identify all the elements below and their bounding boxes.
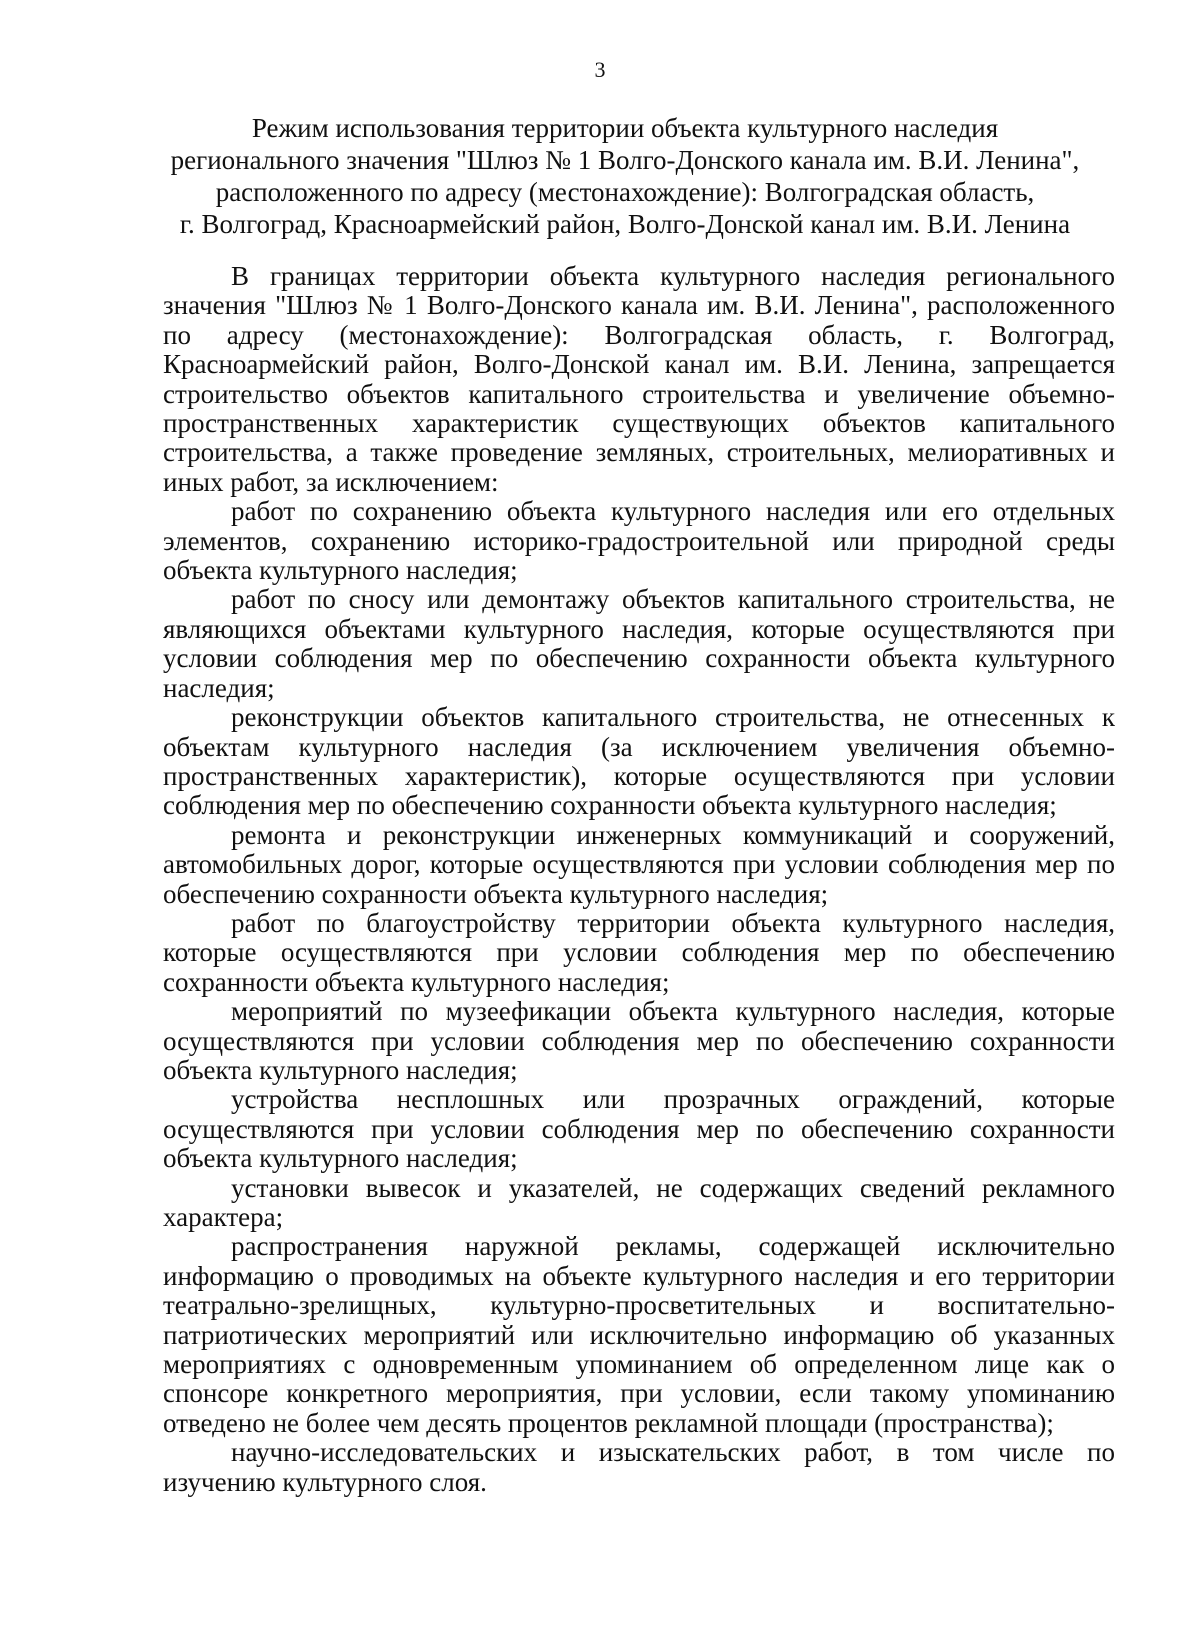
intro-paragraph: В границах территории объекта культурного наследия регионального значения "Шлюз № 1 Волго-Донского канала им. В.И. Ленина", расположенного по адресу (местонахождение): Волгоградская область, г. Волгоград, Красноармейский район, Волго-Донской канал им. В.И. Ленина, запрещается строительство объектов капитального строительства и увеличение объемно-пространственных характеристик существующих объектов капитального строительства, а также проведение земляных, строительных, мелиоративных и иных работ, за исключением: [163, 261, 1115, 497]
page-number: 3 [594, 57, 606, 82]
exception-item: распространения наружной рекламы, содержащей исключительно информацию о проводимых на объекте культурного наследия и его территории театрально-зрелищных, культурно-просветительных и воспитательно-патриотических мероприятий или исключительно информацию об указанных мероприятиях с одновременным упоминанием об определенном лице как о спонсоре конкретного мероприятия, при условии, если такому упоминанию отведено не более чем десять процентов рекламной площади (пространства); [163, 1231, 1115, 1438]
document-body [163, 262, 1115, 1497]
exception-item: научно-исследовательских и изыскательских работ, в том числе по изучению культурного слоя. [163, 1437, 1115, 1497]
title-line: г. Волгоград, Красноармейский район, Волго-Донской канал им. В.И. Ленина [179, 209, 1071, 239]
exception-item: реконструкции объектов капитального строительства, не отнесенных к объектам культурного наследия (за исключением увеличения объемно-пространственных характеристик), которые осуществляются при условии соблюдения мер по обеспечению сохранности объекта культурного наследия; [163, 702, 1115, 821]
exception-item: работ по сохранению объекта культурного наследия или его отдельных элементов, сохранению историко-градостроительной или природной среды объекта культурного наследия; [163, 496, 1115, 586]
title-line: регионального значения "Шлюз № 1 Волго-Донского канала им. В.И. Ленина", [170, 145, 1080, 175]
exception-item: работ по благоустройству территории объекта культурного наследия, которые осуществляются при условии соблюдения мер по обеспечению сохранности объекта культурного наследия; [163, 907, 1115, 997]
title-line: Режим использования территории объекта культурного наследия [251, 113, 999, 143]
exception-item: работ по сносу или демонтажу объектов капитального строительства, не являющихся объектами культурного наследия, которые осуществляются при условии соблюдения мер по обеспечению сохранности объекта культурного наследия; [163, 584, 1115, 703]
document-title [160, 112, 1090, 240]
title-line: расположенного по адресу (местонахождение): Волгоградская область, [215, 177, 1035, 207]
exception-item: установки вывесок и указателей, не содержащих сведений рекламного характера; [163, 1172, 1115, 1232]
exception-item: устройства несплошных или прозрачных ограждений, которые осуществляются при условии соблюдения мер по обеспечению сохранности объекта культурного наследия; [163, 1084, 1115, 1174]
exception-item: ремонта и реконструкции инженерных коммуникаций и сооружений, автомобильных дорог, которые осуществляются при условии соблюдения мер по обеспечению сохранности объекта культурного наследия; [163, 819, 1115, 909]
exception-item: мероприятий по музеефикации объекта культурного наследия, которые осуществляются при условии соблюдения мер по обеспечению сохранности объекта культурного наследия; [163, 996, 1115, 1085]
